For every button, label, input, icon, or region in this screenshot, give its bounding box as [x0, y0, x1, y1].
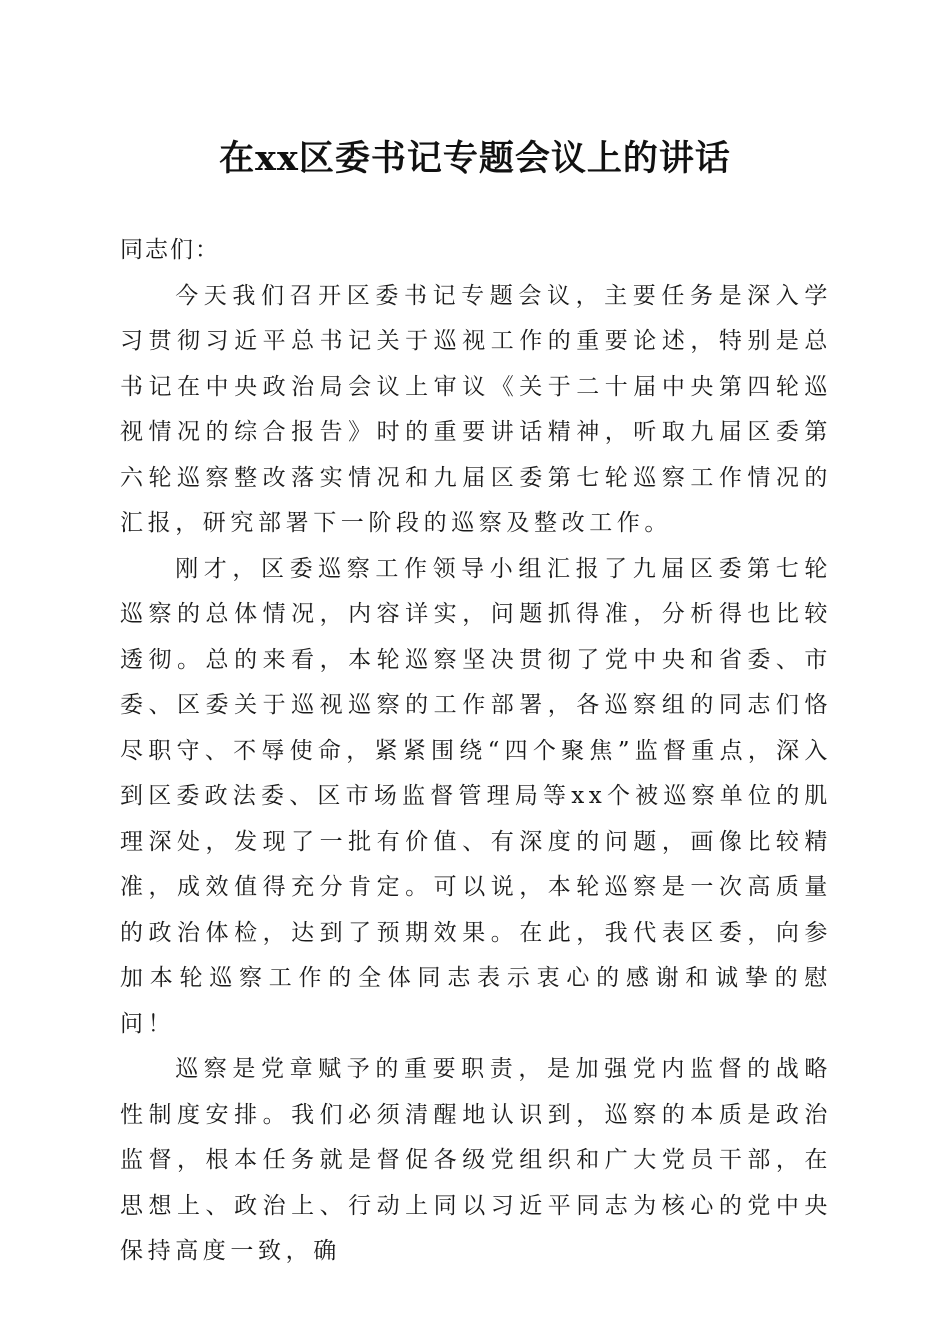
document-title: 在xx区委书记专题会议上的讲话 — [219, 138, 731, 179]
salutation: 同志们： — [120, 237, 220, 263]
document-body — [120, 228, 832, 1275]
paragraph-2: 刚才，区委巡察工作领导小组汇报了九届区委第七轮巡察的总体情况，内容详实，问题抓得准，分析得也比较透彻。总的来看，本轮巡察坚决贯彻了党中央和省委、市委、区委关于巡视巡察的工作部署，各巡察组的同志们恪尽职守、不辱使命，紧紧围绕“四个聚焦”监督重点，深入到区委政法委、区市场监督管理局等xx个被巡察单位的肌理深处，发现了一批有价值、有深度的问题，画像比较精准，成效值得充分肯定。可以说，本轮巡察是一次高质量的政治体检，达到了预期效果。在此，我代表区委，向参加本轮巡察工作的全体同志表示衷心的感谢和诚挚的慰问！ — [120, 555, 832, 1037]
paragraph-3: 巡察是党章赋予的重要职责，是加强党内监督的战略性制度安排。我们必须清醒地认识到，巡察的本质是政治监督，根本任务就是督促各级党组织和广大党员干部，在思想上、政治上、行动上同以习近平同志为核心的党中央保持高度一致，确 — [120, 1056, 832, 1264]
paragraph-1: 今天我们召开区委书记专题会议，主要任务是深入学习贯彻习近平总书记关于巡视工作的重要论述，特别是总书记在中央政治局会议上审议《关于二十届中央第四轮巡视情况的综合报告》时的重要讲话精神，听取九届区委第六轮巡察整改落实情况和九届区委第七轮巡察工作情况的汇报，研究部署下一阶段的巡察及整改工作。 — [120, 282, 832, 536]
